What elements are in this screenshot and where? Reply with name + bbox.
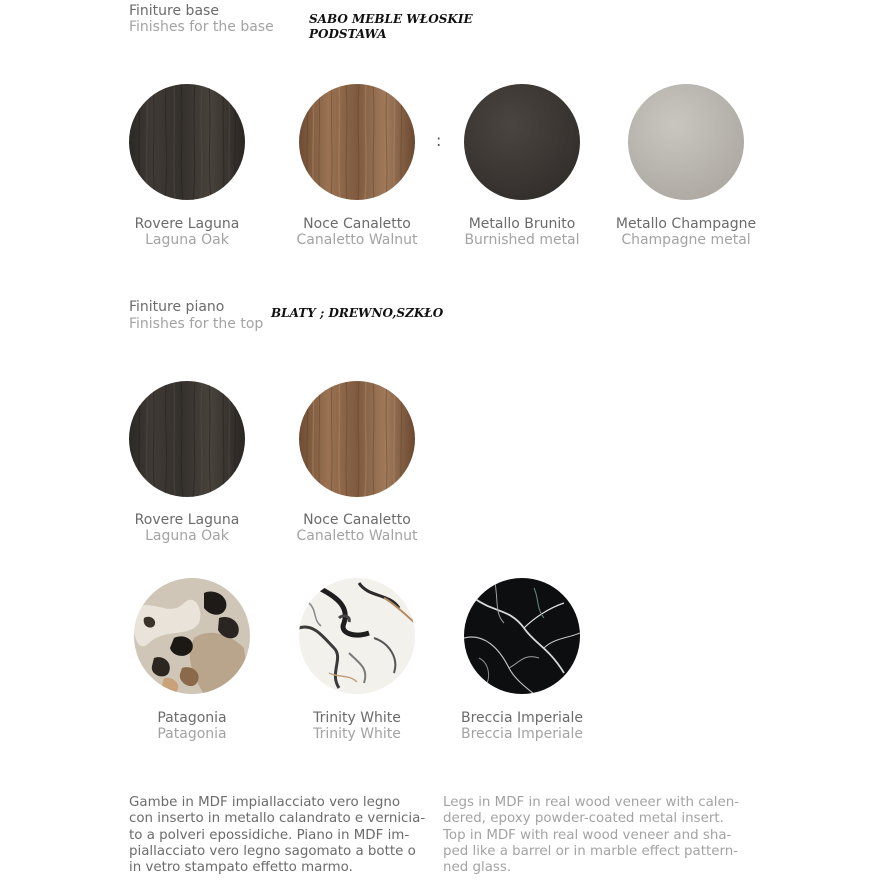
separator-colon: : <box>436 131 442 150</box>
description-english <box>443 795 740 876</box>
caption-breccia-imperiale <box>427 710 617 742</box>
swatch-metallo-champagne[interactable] <box>628 84 744 200</box>
description-italian <box>129 795 426 876</box>
caption-name-en: Champagne metal <box>621 232 751 248</box>
caption-name-en: Canaletto Walnut <box>296 232 418 248</box>
description-line: in vetro stampato effetto marmo. <box>129 860 353 876</box>
caption-rovere-laguna-top <box>92 512 282 544</box>
swatch-noce-canaletto-top[interactable] <box>299 381 415 497</box>
caption-name-it: Trinity White <box>313 710 401 726</box>
caption-name-it: Noce Canaletto <box>303 216 411 232</box>
caption-name-it: Metallo Champagne <box>615 216 757 232</box>
caption-name-it: Rovere Laguna <box>134 216 240 232</box>
caption-name-it: Noce Canaletto <box>303 512 411 528</box>
description-line: piallacciato vero legno sagomato a botte o <box>129 843 416 859</box>
swatch-noce-canaletto-base[interactable] <box>299 84 415 200</box>
description-line: dered, epoxy powder-coated metal insert. <box>443 811 724 827</box>
base-section-title-en: Finishes for the base <box>129 19 274 35</box>
caption-metallo-brunito <box>427 216 617 248</box>
base-handwritten-note-line1: SABO MEBLE WŁOSKIE <box>309 12 473 26</box>
swatch-metallo-brunito[interactable] <box>464 84 580 200</box>
swatch-patagonia[interactable] <box>134 578 250 694</box>
description-line: to a polveri epossidiche. Piano in MDF im- <box>129 827 410 843</box>
description-line: con inserto in metallo calandrato e vernicia- <box>129 811 426 827</box>
swatch-rovere-laguna-base[interactable] <box>129 84 245 200</box>
caption-name-en: Laguna Oak <box>145 232 229 248</box>
base-handwritten-note-line2: PODSTAWA <box>309 27 387 41</box>
swatch-rovere-laguna-top[interactable] <box>129 381 245 497</box>
caption-trinity-white <box>262 710 452 742</box>
caption-noce-canaletto-top <box>262 512 452 544</box>
caption-patagonia <box>97 710 287 742</box>
top-handwritten-note: BLATY ; DREWNO,SZKŁO <box>271 306 444 320</box>
caption-name-en: Patagonia <box>157 726 227 742</box>
caption-name-en: Canaletto Walnut <box>296 528 418 544</box>
caption-noce-canaletto-base <box>262 216 452 248</box>
caption-metallo-champagne <box>591 216 781 248</box>
description-line: Top in MDF with real wood veneer and sha- <box>443 827 732 843</box>
top-section-title-it: Finiture piano <box>129 299 225 315</box>
caption-name-en: Trinity White <box>313 726 401 742</box>
caption-name-it: Metallo Brunito <box>468 216 576 232</box>
caption-name-it: Breccia Imperiale <box>461 710 583 726</box>
top-section-title-en: Finishes for the top <box>129 316 264 332</box>
caption-name-en: Breccia Imperiale <box>461 726 583 742</box>
description-line: ned glass. <box>443 860 512 876</box>
caption-name-it: Rovere Laguna <box>134 512 240 528</box>
base-section-title-it: Finiture base <box>129 3 219 19</box>
swatch-breccia-imperiale[interactable] <box>464 578 580 694</box>
caption-name-en: Laguna Oak <box>145 528 229 544</box>
swatch-trinity-white[interactable] <box>299 578 415 694</box>
caption-rovere-laguna-base <box>92 216 282 248</box>
caption-name-it: Patagonia <box>157 710 227 726</box>
description-line: Gambe in MDF impiallacciato vero legno <box>129 795 401 810</box>
caption-name-en: Burnished metal <box>464 232 580 248</box>
description-line: ped like a barrel or in marble effect pattern- <box>443 843 739 859</box>
description-line: Legs in MDF in real wood veneer with calen- <box>443 795 740 810</box>
